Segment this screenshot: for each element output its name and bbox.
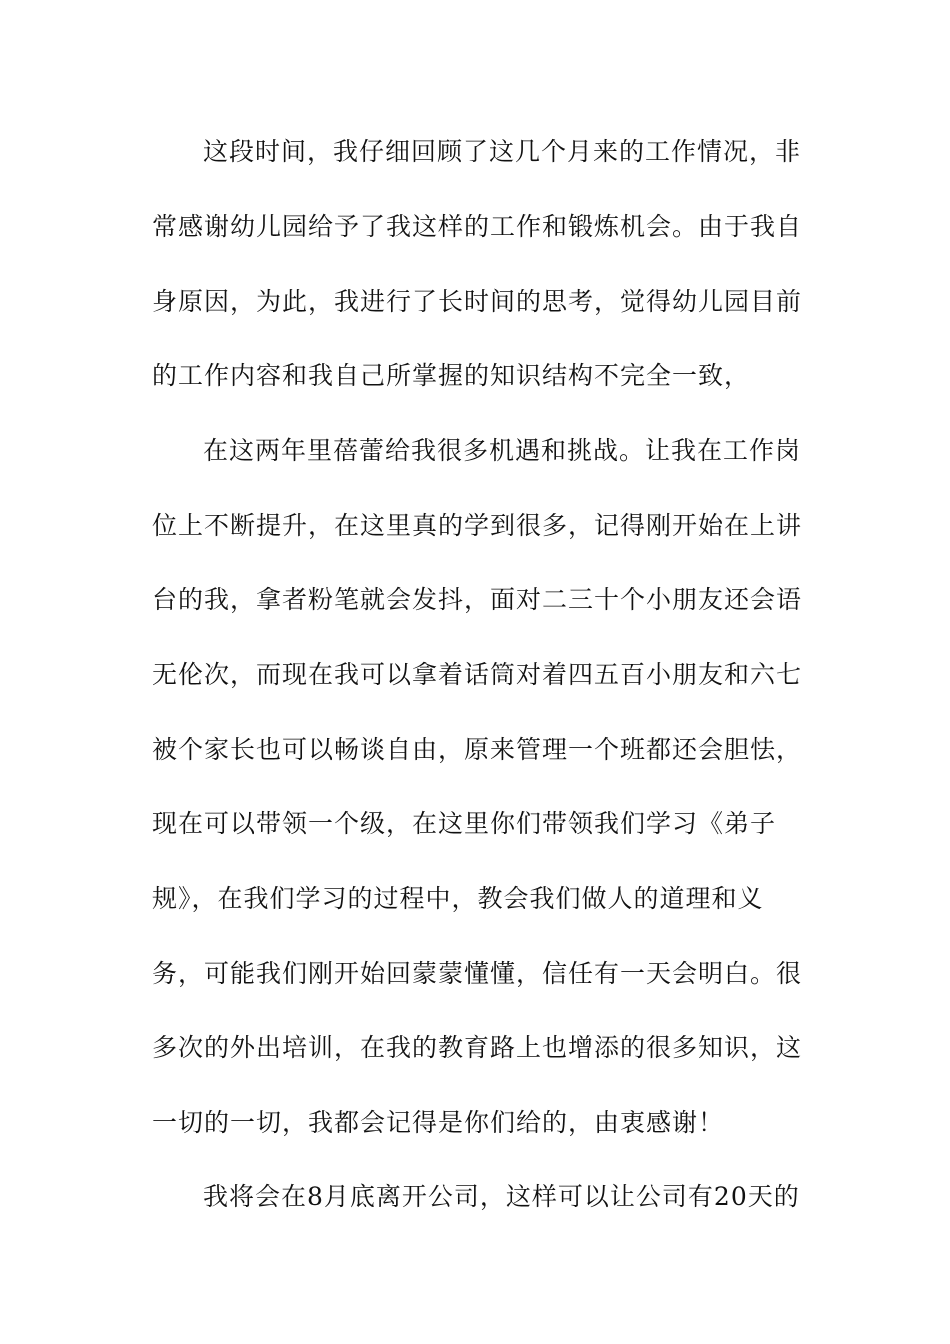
paragraph-2-line-3: 台的我，拿者粉笔就会发抖，面对二三十个小朋友还会语 (152, 585, 802, 614)
paragraph-1-line-4: 的工作内容和我自己所掌握的知识结构不完全一致， (152, 361, 751, 390)
paragraph-2-line-10: 一切的一切，我都会记得是你们给的，由衷感谢！ (152, 1108, 725, 1137)
paragraph-2-line-1: 在这两年里蓓蕾给我很多机遇和挑战。让我在工作岗 (203, 436, 802, 465)
paragraph-2-line-4: 无伦次，而现在我可以拿着话筒对着四五百小朋友和六七 (152, 660, 802, 689)
paragraph-3-line-1: 我将会在8月底离开公司，这样可以让公司有20天的 (203, 1182, 800, 1211)
paragraph-2-line-2: 位上不断提升，在这里真的学到很多，记得刚开始在上讲 (152, 511, 802, 540)
paragraph-1-line-3: 身原因，为此，我进行了长时间的思考，觉得幼儿园目前 (152, 287, 802, 316)
paragraph-2-line-8: 务，可能我们刚开始回蒙蒙懂懂，信任有一天会明白。很 (152, 959, 802, 988)
paragraph-1-line-1: 这段时间，我仔细回顾了这几个月来的工作情况，非 (203, 137, 802, 166)
paragraph-1-line-2: 常感谢幼儿园给予了我这样的工作和锻炼机会。由于我自 (152, 212, 802, 241)
paragraph-2-line-9: 多次的外出培训，在我的教育路上也增添的很多知识，这 (152, 1033, 802, 1062)
paragraph-2-line-7: 规》，在我们学习的过程中，教会我们做人的道理和义 (152, 884, 764, 913)
paragraph-2-line-5: 被个家长也可以畅谈自由，原来管理一个班都还会胆怯， (152, 735, 802, 764)
paragraph-2-line-6: 现在可以带领一个级，在这里你们带领我们学习《弟子 (152, 809, 777, 838)
